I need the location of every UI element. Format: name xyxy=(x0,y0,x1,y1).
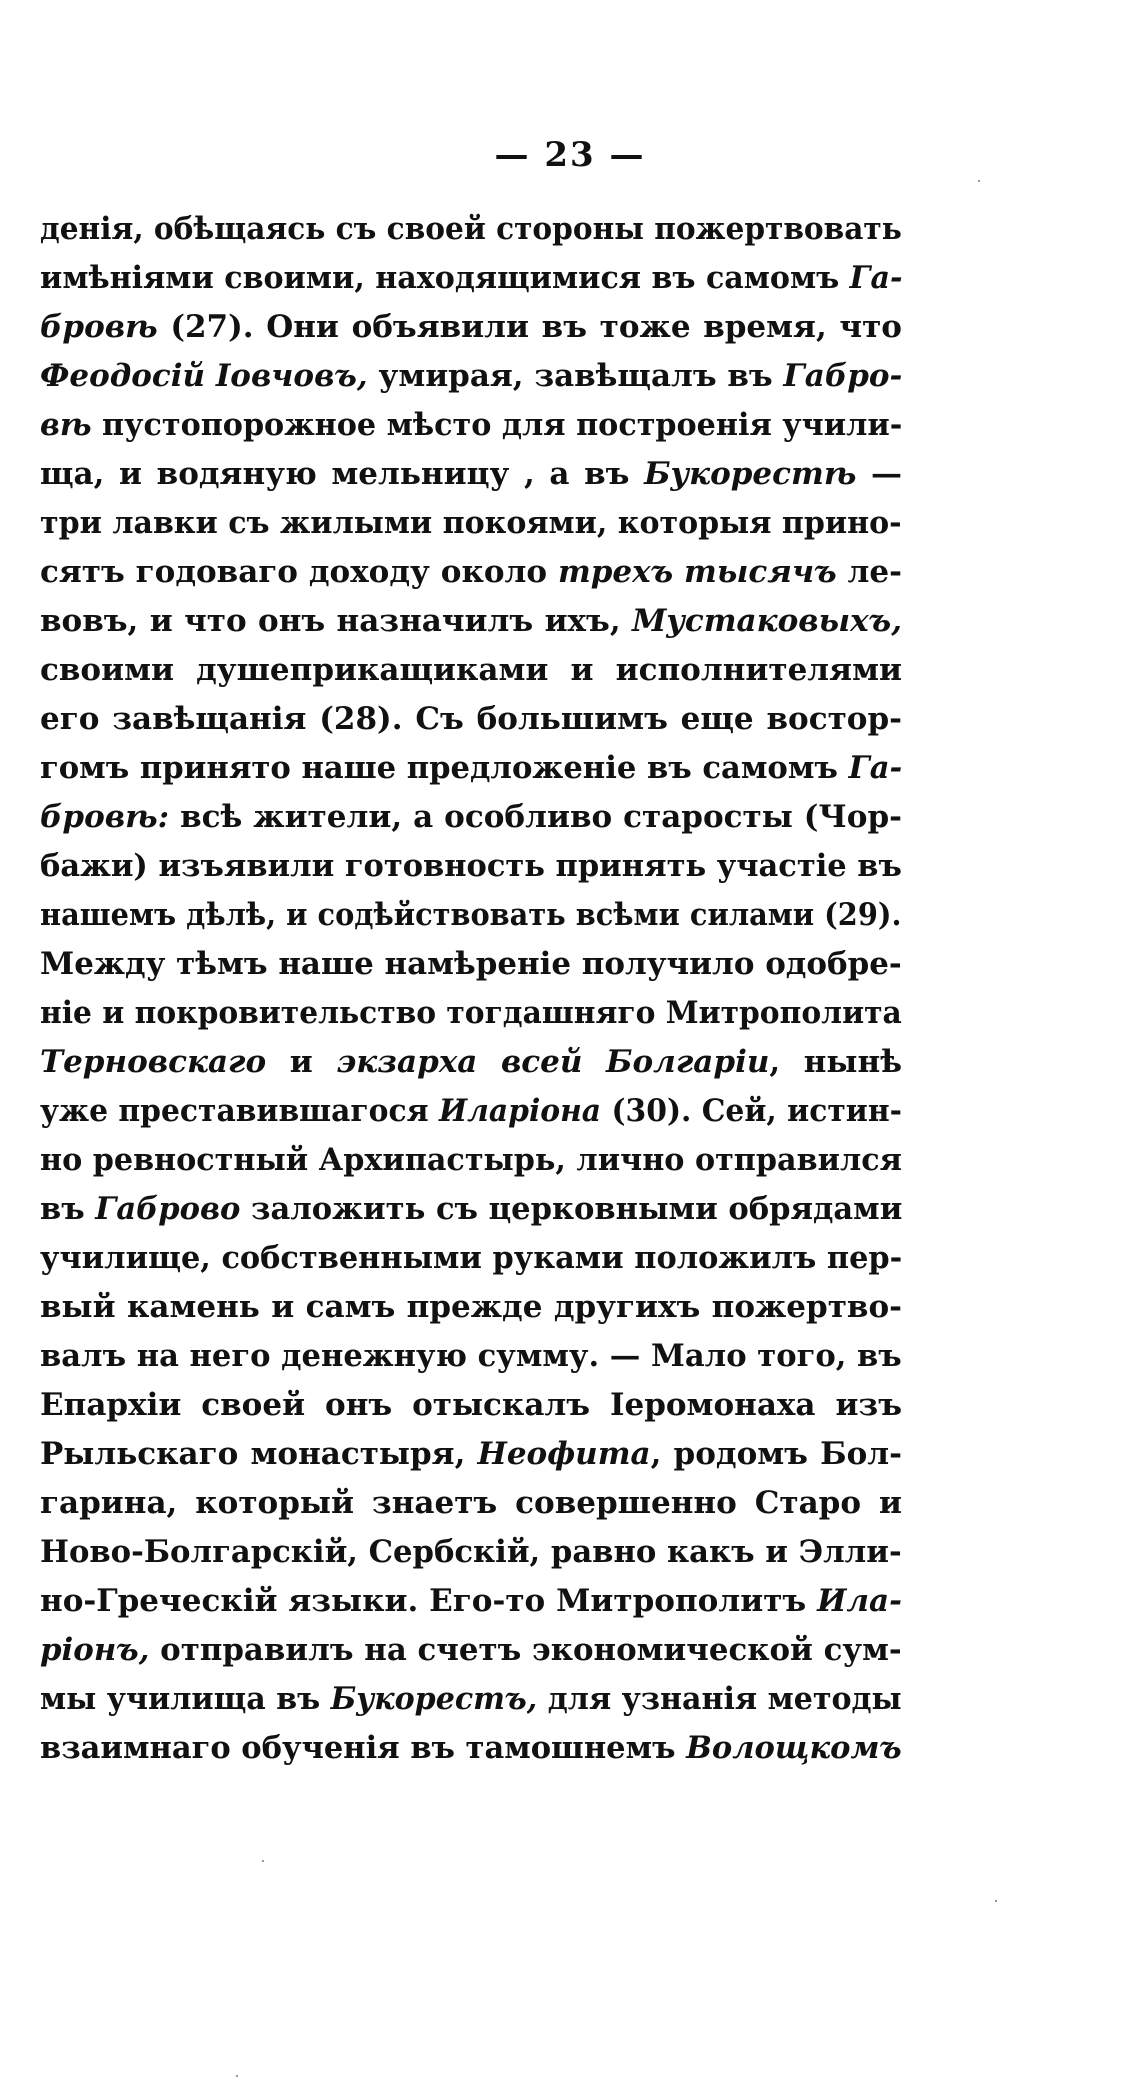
text-run: (30). Сей, истин- xyxy=(601,1093,902,1129)
text-run: для узнанія методы xyxy=(537,1681,902,1717)
text-line xyxy=(40,1724,902,1773)
text-line xyxy=(40,1675,902,1724)
text-run: но-Греческій языки. Его-то Митрополитъ xyxy=(40,1583,818,1619)
text-run: отправилъ на счетъ экономической сум- xyxy=(149,1632,902,1668)
text-line xyxy=(40,1381,902,1430)
text-line xyxy=(40,1332,902,1381)
text-line xyxy=(40,352,902,401)
text-run: его завѣщанія (28). Съ большимъ еще востор- xyxy=(40,701,902,737)
paper-speck xyxy=(995,1900,997,1902)
italic-text: Волощкомъ xyxy=(686,1730,902,1766)
text-line xyxy=(40,695,902,744)
text-run: заложить съ церковными обрядами xyxy=(240,1191,902,1227)
text-line xyxy=(40,1528,902,1577)
text-line xyxy=(40,548,902,597)
text-run: ща, и водяную мельницу , а въ xyxy=(40,456,645,492)
text-run: нашемъ дѣлѣ, и содѣйствовать всѣми силами (29). xyxy=(40,897,902,933)
text-run: (27). Они объявили въ тоже время, что xyxy=(157,309,902,345)
text-run: вовъ, и что онъ назначилъ ихъ, xyxy=(40,603,632,639)
text-line xyxy=(40,891,902,940)
text-run: гомъ принято наше предложеніе въ самомъ xyxy=(40,750,849,786)
italic-text: Неофита xyxy=(477,1436,651,1472)
text-run: своими душеприкащиками и исполнителями xyxy=(40,652,902,688)
text-line xyxy=(40,646,902,695)
text-run: , родомъ Бол- xyxy=(650,1436,902,1472)
italic-text: Букорестѣ xyxy=(644,456,857,492)
paper-speck xyxy=(262,1860,264,1862)
text-line xyxy=(40,793,902,842)
italic-text: Га- xyxy=(848,750,902,786)
text-line xyxy=(40,499,902,548)
body-text xyxy=(40,205,902,1773)
paper-speck xyxy=(236,2075,238,2077)
italic-text: Иларіона xyxy=(438,1093,602,1129)
text-run: но ревностный Архипастырь, лично отправился xyxy=(40,1142,902,1178)
text-run: въ xyxy=(40,1191,96,1227)
text-line xyxy=(40,1038,902,1087)
text-line xyxy=(40,1283,902,1332)
text-run: бажи) изъявили готовность принять участіе въ xyxy=(40,848,902,884)
text-run: сятъ годоваго доходу около xyxy=(40,554,558,590)
text-run: Ново-Болгарскій, Сербскій, равно какъ и Элли- xyxy=(40,1534,902,1570)
text-line xyxy=(40,989,902,1038)
italic-text: Феодосій Іовчовъ, xyxy=(40,358,368,394)
text-line xyxy=(40,1430,902,1479)
text-line xyxy=(40,401,902,450)
text-line xyxy=(40,940,902,989)
italic-text: бровѣ xyxy=(40,309,158,345)
text-line xyxy=(40,1234,902,1283)
italic-text: вѣ xyxy=(40,407,92,443)
text-line xyxy=(40,205,902,254)
text-line xyxy=(40,303,902,352)
text-run: валъ на него денежную сумму. — Мало того, въ xyxy=(40,1338,902,1374)
text-run: училище, собственными руками положилъ пер- xyxy=(40,1240,902,1276)
text-run: имѣніями своими, находящимися въ самомъ xyxy=(40,260,850,296)
text-run: — xyxy=(856,456,902,492)
italic-text: Букорестъ, xyxy=(330,1681,538,1717)
italic-text: трехъ тысячъ xyxy=(557,554,837,590)
text-line xyxy=(40,1626,902,1675)
text-line xyxy=(40,1577,902,1626)
text-run: пустопорожное мѣсто для построенія учили- xyxy=(91,407,902,443)
text-run: , нынѣ xyxy=(769,1044,902,1080)
text-run: денія, обѣщаясь съ своей стороны пожертвовать xyxy=(40,211,902,247)
text-line xyxy=(40,1136,902,1185)
text-run: Между тѣмъ наше намѣреніе получило одобре- xyxy=(40,946,902,982)
text-run: умирая, завѣщалъ въ xyxy=(367,358,784,394)
text-run: три лавки съ жилыми покоями, которыя прино- xyxy=(40,505,902,541)
paper-speck xyxy=(978,180,980,182)
text-run: ле- xyxy=(836,554,902,590)
text-line xyxy=(40,1087,902,1136)
italic-text: Га- xyxy=(849,260,902,296)
text-line xyxy=(40,254,902,303)
text-line xyxy=(40,450,902,499)
italic-text: Терновскаго xyxy=(40,1044,267,1080)
text-run: Рыльскаго монастыря, xyxy=(40,1436,478,1472)
text-line xyxy=(40,597,902,646)
text-run: уже преставившагося xyxy=(40,1093,439,1129)
text-line xyxy=(40,744,902,793)
text-line xyxy=(40,842,902,891)
italic-text: Габро- xyxy=(783,358,902,394)
text-line xyxy=(40,1479,902,1528)
italic-text: Ила- xyxy=(817,1583,902,1619)
text-run: всѣ жители, а особливо старосты (Чор- xyxy=(169,799,902,835)
text-run: гарина, который знаетъ совершенно Старо и xyxy=(40,1485,902,1521)
text-run: взаимнаго обученія въ тамошнемъ xyxy=(40,1730,687,1766)
text-run: и xyxy=(266,1044,337,1080)
text-run: мы училища въ xyxy=(40,1681,331,1717)
text-line xyxy=(40,1185,902,1234)
text-run: Епархіи своей онъ отыскалъ Іеромонаха изъ xyxy=(40,1387,902,1423)
italic-text: ріонъ, xyxy=(40,1632,150,1668)
italic-text: Мустаковыхъ, xyxy=(632,603,902,639)
text-run: вый камень и самъ прежде другихъ пожертво- xyxy=(40,1289,902,1325)
page-number: — 23 — xyxy=(494,135,646,175)
italic-text: бровѣ: xyxy=(40,799,170,835)
text-run: ніе и покровительство тогдашняго Митрополита xyxy=(40,995,902,1031)
italic-text: экзарха всей Болгаріи xyxy=(336,1044,770,1080)
italic-text: Габрово xyxy=(95,1191,241,1227)
